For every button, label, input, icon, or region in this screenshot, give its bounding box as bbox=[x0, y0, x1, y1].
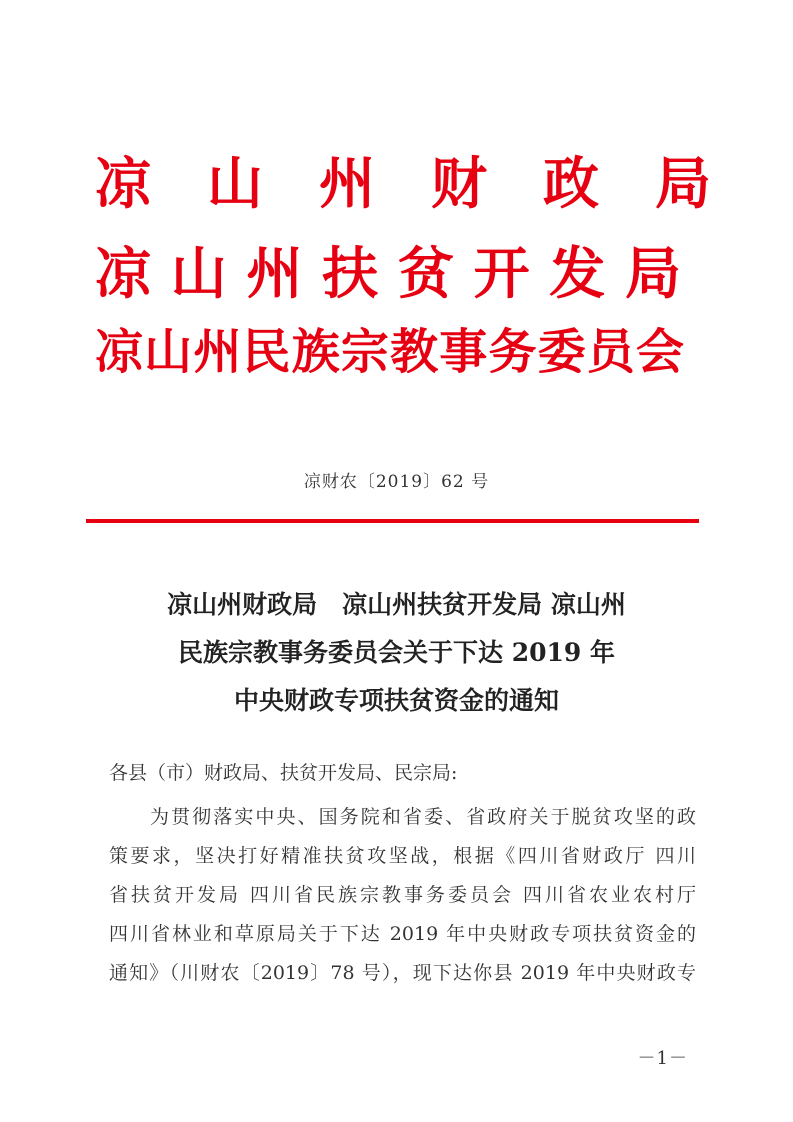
issuer-header-ethnic-religious-affairs-commission: 凉山州民族宗教事务委员会 bbox=[95, 324, 681, 380]
issuer-header-poverty-alleviation-bureau: 凉 山 州 扶 贫 开 发 局 bbox=[95, 241, 681, 307]
body-line: 策要求，坚决打好精准扶贫攻坚战，根据《四川省财政厅 四川 bbox=[109, 845, 696, 867]
issuer-header-finance-bureau: 凉 山 州 财 政 局 bbox=[95, 151, 711, 217]
body-line: 四川省林业和草原局关于下达 2019 年中央财政专项扶贫资金的 bbox=[109, 923, 696, 945]
body-line: 省扶贫开发局 四川省民族宗教事务委员会 四川省农业农村厅 bbox=[109, 884, 696, 906]
body-line: 通知》（川财农〔2019〕78 号），现下达你县 2019 年中央财政专 bbox=[109, 962, 696, 984]
page-number: －1－ bbox=[637, 1048, 688, 1069]
body-line: 为贯彻落实中央、国务院和省委、省政府关于脱贫攻坚的政 bbox=[150, 806, 696, 828]
red-divider-line bbox=[86, 519, 699, 523]
document-title-line-3: 中央财政专项扶贫资金的通知 bbox=[233, 686, 559, 715]
document-title-line-1: 凉山州财政局 凉山州扶贫开发局 凉山州 bbox=[167, 590, 626, 619]
document-number: 凉财农〔2019〕62 号 bbox=[303, 472, 490, 492]
salutation: 各县（市）财政局、扶贫开发局、民宗局: bbox=[109, 762, 458, 784]
document-title-line-2: 民族宗教事务委员会关于下达 2019 年 bbox=[178, 638, 615, 667]
